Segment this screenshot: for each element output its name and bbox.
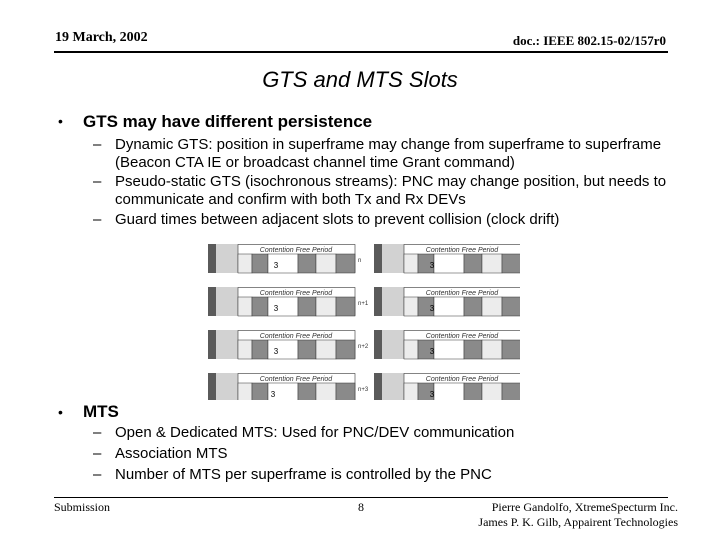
superframe-label: n+2: [358, 344, 369, 350]
gts-slot: [252, 383, 268, 400]
sub-item-pseudo-static-gts: [93, 173, 683, 209]
gts-slot: [268, 340, 298, 359]
superframe-label: n+1: [358, 301, 369, 307]
cap-region: [382, 287, 404, 316]
cfp-label: Contention Free Period: [425, 333, 499, 340]
slide-title: GTS and MTS Slots: [262, 67, 458, 92]
beacon-block: [208, 373, 216, 400]
heading-gts: GTS may have different persistence: [83, 112, 373, 131]
gts-slot: [336, 297, 355, 316]
gts-slot: [316, 340, 336, 359]
footer-author-2: James P. K. Gilb, Appairent Technologies: [478, 515, 678, 529]
gts-slot: [404, 297, 418, 316]
superframe-label: n+3: [358, 387, 369, 393]
cap-region: [216, 373, 238, 400]
gts-slot: [404, 340, 418, 359]
sub-item-text: Pseudo-static GTS (isochronous streams): PNC may change position, but needs to communicate and confirm with both Tx and Rx DEVs: [115, 173, 667, 208]
footer-submission: Submission: [54, 500, 111, 514]
footer-rule: [54, 497, 668, 498]
header-rule: [54, 51, 668, 53]
beacon-block: [208, 287, 216, 316]
sub-item-association-mts: [93, 445, 683, 463]
cfp-label: Contention Free Period: [425, 247, 499, 254]
beacon-block: [374, 373, 382, 400]
header-date: 19 March, 2002: [55, 30, 148, 45]
beacon-block: [208, 244, 216, 273]
gts-slot: [268, 297, 298, 316]
cfp-label: Contention Free Period: [259, 290, 333, 297]
dash: –: [93, 211, 102, 228]
slot-number: 3: [429, 347, 435, 356]
footer-author-1: Pierre Gandolfo, XtremeSpecturm Inc.: [491, 500, 678, 514]
slot-number: 3: [273, 261, 279, 270]
gts-slot: [238, 297, 252, 316]
gts-slot: [482, 340, 502, 359]
gts-slot: [434, 254, 464, 273]
header-doc-id: doc.: IEEE 802.15-02/157r0: [512, 33, 666, 48]
dash: –: [93, 424, 102, 441]
gts-slot: [464, 340, 482, 359]
gts-slot: [298, 340, 316, 359]
gts-slot: [252, 254, 268, 273]
gts-slot: [298, 297, 316, 316]
gts-slot: [252, 340, 268, 359]
gts-slot: [434, 340, 464, 359]
cap-region: [382, 244, 404, 273]
sub-item-text: Association MTS: [115, 445, 228, 462]
gts-slot: [316, 383, 336, 400]
dash: –: [93, 445, 102, 462]
superframe-diagram: [208, 244, 520, 400]
dash: –: [93, 173, 102, 190]
slot-number: 3: [429, 304, 435, 313]
gts-slot: [502, 383, 520, 400]
bullet-gts: •: [58, 113, 63, 129]
cfp-label: Contention Free Period: [259, 247, 333, 254]
cap-region: [216, 287, 238, 316]
slot-number: 3: [270, 390, 276, 399]
gts-slot: [464, 383, 482, 400]
gts-slot: [464, 297, 482, 316]
sub-item-open-mts: [93, 424, 683, 442]
gts-slot: [482, 383, 502, 400]
gts-slot: [316, 254, 336, 273]
beacon-block: [374, 244, 382, 273]
cfp-label: Contention Free Period: [259, 376, 333, 383]
footer-authors: [478, 500, 678, 530]
gts-slot: [238, 254, 252, 273]
beacon-block: [374, 330, 382, 359]
heading-mts: MTS: [83, 402, 119, 421]
gts-slot: [502, 340, 520, 359]
gts-slot: [238, 340, 252, 359]
beacon-block: [374, 287, 382, 316]
gts-slot: [336, 254, 355, 273]
gts-slot: [336, 383, 355, 400]
cap-region: [382, 373, 404, 400]
sub-item-text: Dynamic GTS: position in superframe may change from superframe to superframe (Beacon CTA IE or broadcast channel time Grant command): [115, 136, 662, 171]
sub-item-number-of-mts: [93, 466, 683, 484]
cap-region: [216, 244, 238, 273]
gts-slot: [316, 297, 336, 316]
dash: –: [93, 466, 102, 483]
gts-slot: [252, 297, 268, 316]
slot-number: 3: [273, 304, 279, 313]
gts-slot: [404, 383, 418, 400]
gts-slot: [336, 340, 355, 359]
gts-slot: [268, 254, 298, 273]
cfp-label: Contention Free Period: [425, 376, 499, 383]
beacon-block: [208, 330, 216, 359]
gts-slot: [464, 254, 482, 273]
cap-region: [216, 330, 238, 359]
sub-item-text: Number of MTS per superframe is controlled by the PNC: [115, 466, 492, 483]
footer-page-number: 8: [358, 500, 364, 514]
sub-item-text: Open & Dedicated MTS: Used for PNC/DEV communication: [115, 424, 515, 441]
sub-item-text: Guard times between adjacent slots to prevent collision (clock drift): [115, 211, 560, 228]
slot-number: 3: [429, 390, 435, 399]
gts-slot: [502, 254, 520, 273]
dash: –: [93, 136, 102, 153]
sub-item-dynamic-gts: [93, 136, 683, 172]
gts-slot: [404, 254, 418, 273]
bullet-mts: •: [58, 404, 63, 420]
gts-slot: [434, 297, 464, 316]
superframe-label: n: [358, 258, 362, 264]
cfp-label: Contention Free Period: [259, 333, 333, 340]
gts-slot: [502, 297, 520, 316]
gts-slot: [238, 383, 252, 400]
sub-item-guard-times: [93, 211, 683, 229]
gts-slot: [482, 297, 502, 316]
gts-slot: [434, 383, 464, 400]
cfp-label: Contention Free Period: [425, 290, 499, 297]
cap-region: [382, 330, 404, 359]
gts-slot: [298, 254, 316, 273]
slot-number: 3: [429, 261, 435, 270]
slot-number: 3: [273, 347, 279, 356]
gts-slot: [482, 254, 502, 273]
gts-slot: [298, 383, 316, 400]
